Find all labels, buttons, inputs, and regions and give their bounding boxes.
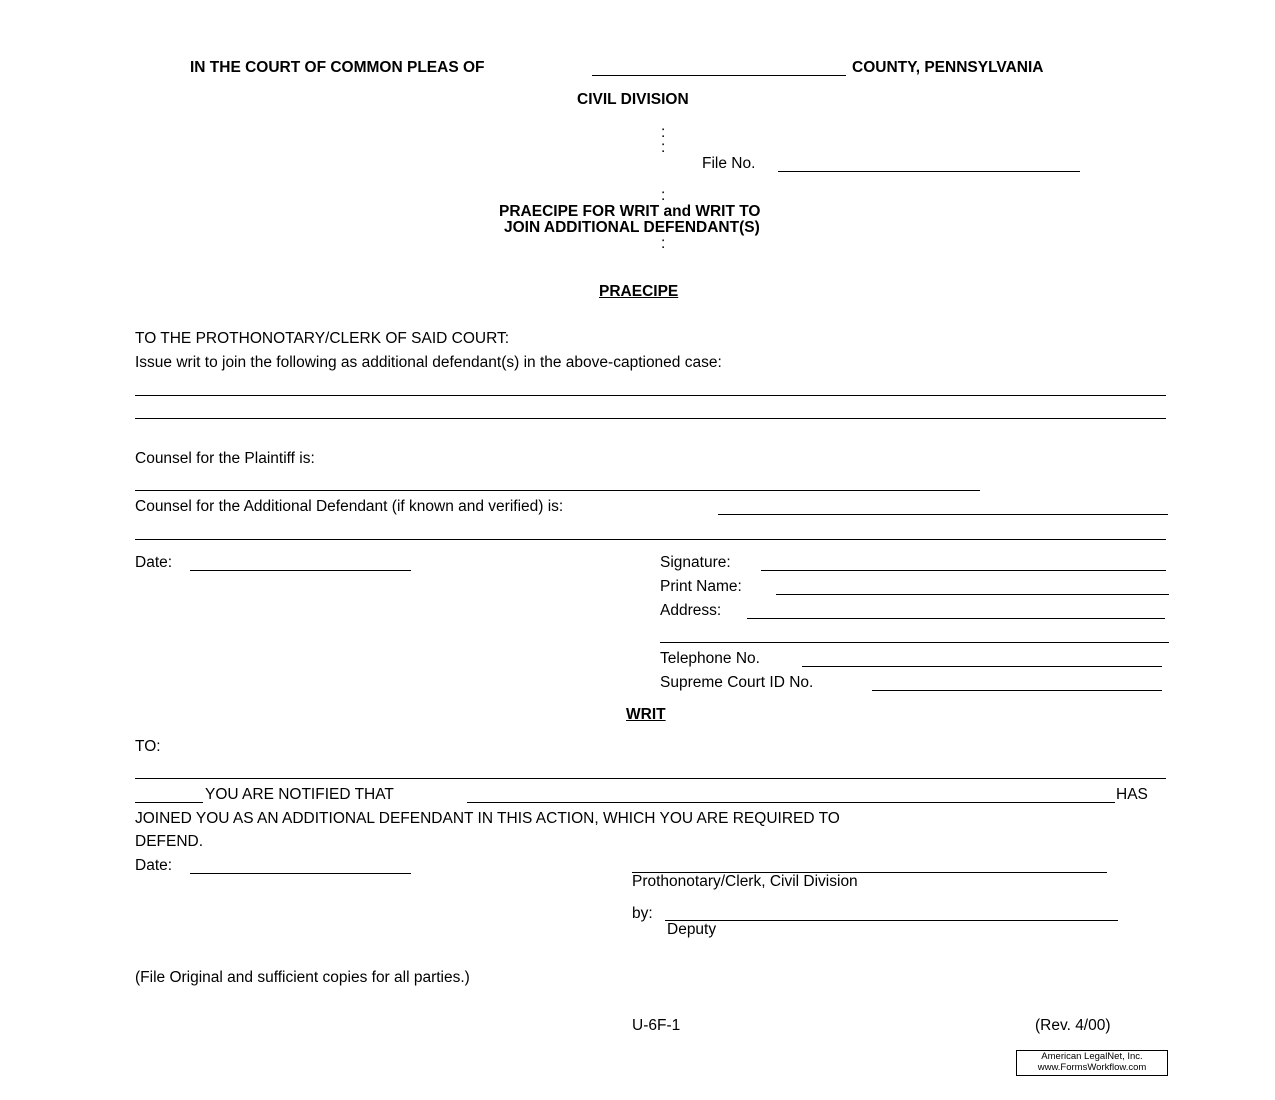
telephone-blank[interactable] — [802, 666, 1162, 667]
court-name-suffix: COUNTY, PENNSYLVANIA — [852, 59, 1044, 76]
caption-colon: : — [661, 139, 666, 156]
writ-to-blank[interactable] — [135, 778, 1166, 779]
praecipe-date-label: Date: — [135, 554, 173, 571]
publisher-name: American LegalNet, Inc. — [1041, 1051, 1143, 1062]
counsel-plaintiff-label: Counsel for the Plaintiff is: — [135, 450, 315, 467]
notified-text: YOU ARE NOTIFIED THAT — [205, 786, 394, 803]
has-text: HAS — [1116, 786, 1148, 803]
defend-text: DEFEND. — [135, 833, 204, 850]
writ-heading: WRIT — [626, 706, 666, 723]
by-label: by: — [632, 905, 653, 922]
additional-defendant-blank[interactable] — [135, 418, 1166, 419]
caption-colon: : — [661, 235, 666, 252]
writ-date-label: Date: — [135, 857, 173, 874]
address-blank[interactable] — [747, 618, 1165, 619]
file-original-note: (File Original and sufficient copies for all parties.) — [135, 969, 470, 986]
form-code: U-6F-1 — [632, 1017, 681, 1034]
notified-date-blank[interactable] — [135, 802, 203, 803]
print-name-blank[interactable] — [776, 594, 1169, 595]
file-no-blank[interactable] — [778, 171, 1080, 172]
address-label: Address: — [660, 602, 722, 619]
counsel-additional-label: Counsel for the Additional Defendant (if known and verified) is: — [135, 498, 564, 515]
issue-writ-text: Issue writ to join the following as additional defendant(s) in the above-captioned case: — [135, 354, 722, 371]
document-title-line1: PRAECIPE FOR WRIT and WRIT TO — [499, 203, 761, 220]
file-no-label: File No. — [702, 155, 756, 172]
publisher-tag — [1016, 1050, 1168, 1076]
praecipe-date-blank[interactable] — [190, 570, 411, 571]
telephone-label: Telephone No. — [660, 650, 760, 667]
print-name-label: Print Name: — [660, 578, 742, 595]
additional-defendant-blank[interactable] — [135, 395, 1166, 396]
deputy-signature-blank[interactable] — [665, 920, 1118, 921]
document-title-line2: JOIN ADDITIONAL DEFENDANT(S) — [504, 219, 760, 236]
signature-blank[interactable] — [761, 570, 1166, 571]
joined-text: JOINED YOU AS AN ADDITIONAL DEFENDANT IN THIS ACTION, WHICH YOU ARE REQUIRED TO — [135, 810, 840, 827]
counsel-additional-blank[interactable] — [135, 539, 1166, 540]
praecipe-heading: PRAECIPE — [599, 283, 679, 300]
counsel-additional-blank[interactable] — [718, 514, 1168, 515]
deputy-label: Deputy — [667, 921, 717, 938]
caption-colon: : — [661, 187, 666, 204]
address-blank[interactable] — [660, 642, 1169, 643]
writ-date-blank[interactable] — [190, 873, 411, 874]
revision-date: (Rev. 4/00) — [1035, 1017, 1111, 1034]
counsel-plaintiff-blank[interactable] — [135, 490, 980, 491]
writ-to-label: TO: — [135, 738, 161, 755]
signature-label: Signature: — [660, 554, 731, 571]
division-heading: CIVIL DIVISION — [577, 91, 689, 108]
prothonotary-address-line: TO THE PROTHONOTARY/CLERK OF SAID COURT: — [135, 330, 510, 347]
caption-colon: : — [661, 124, 666, 141]
joining-party-blank[interactable] — [467, 802, 1115, 803]
publisher-url[interactable]: www.FormsWorkflow.com — [1037, 1061, 1147, 1073]
prothonotary-label: Prothonotary/Clerk, Civil Division — [632, 873, 858, 890]
court-name-prefix: IN THE COURT OF COMMON PLEAS OF — [190, 59, 485, 76]
supreme-court-id-blank[interactable] — [872, 690, 1162, 691]
county-name-blank[interactable] — [592, 75, 846, 76]
supreme-court-id-label: Supreme Court ID No. — [660, 674, 814, 691]
